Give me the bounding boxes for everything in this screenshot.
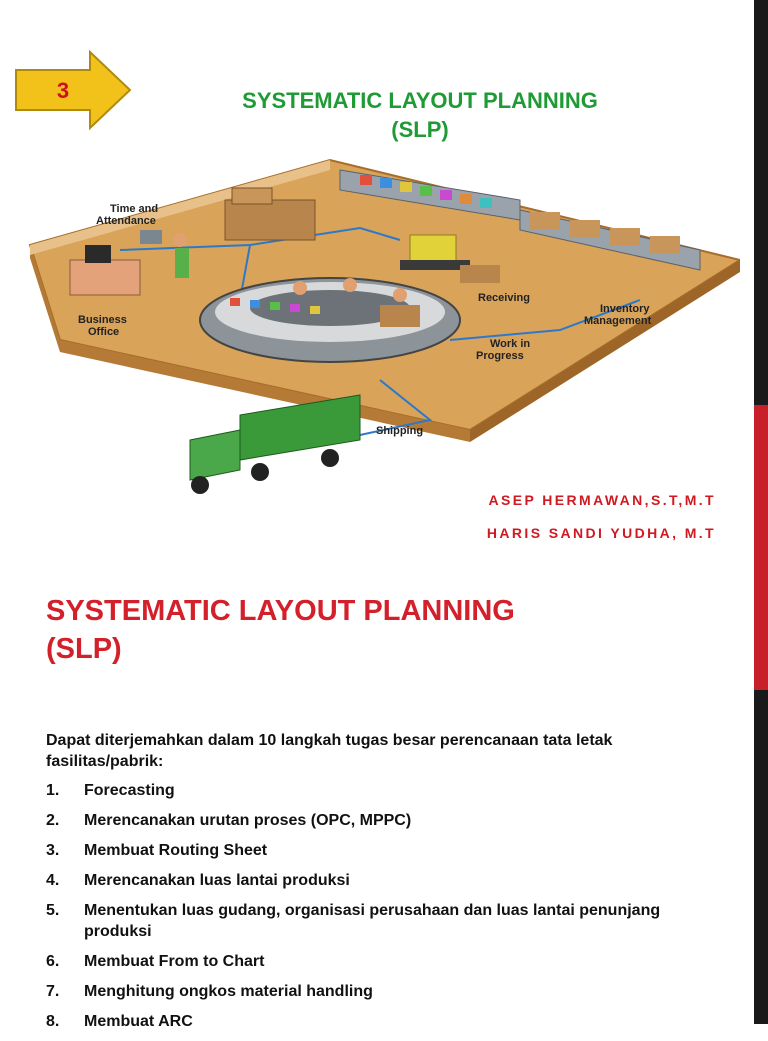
intro-text: Dapat diterjemahkan dalam 10 langkah tugas besar perencanaan tata letak fasilitas/pabrik: <box>46 732 613 770</box>
list-item <box>46 840 666 861</box>
list-item <box>46 900 666 942</box>
slide-number: 3 <box>56 78 70 103</box>
step-number: 6. <box>46 953 60 970</box>
step-number: 7. <box>46 983 60 1000</box>
step-text: Membuat Routing Sheet <box>84 842 268 859</box>
list-item <box>46 810 666 831</box>
label-inventory: Inventory <box>600 303 650 315</box>
title-line-1: SYSTEMATIC LAYOUT PLANNING <box>242 88 598 113</box>
label-time-attendance: Time and <box>110 203 159 215</box>
label-inventory-2: Management <box>584 315 652 327</box>
step-number: 1. <box>46 782 60 799</box>
steps-list <box>46 780 666 1041</box>
step-text: Menghitung ongkos material handling <box>84 983 373 1000</box>
step-text: Membuat From to Chart <box>84 953 265 970</box>
label-shipping: Shipping <box>376 425 424 437</box>
author-2: HARIS SANDI YUDHA, M.T <box>486 525 716 541</box>
step-text: Membuat ARC <box>84 1013 193 1030</box>
label-wip-2: Progress <box>476 350 524 362</box>
label-receiving: Receiving <box>478 292 530 304</box>
label-wip: Work in <box>490 338 531 350</box>
step-text: Merencanakan urutan proses (OPC, MPPC) <box>84 812 412 829</box>
slide-2-title <box>46 592 706 668</box>
step-text: Menentukan luas gudang, organisasi perusahaan dan luas lantai penunjang produksi <box>84 902 661 940</box>
label-business-office: Business <box>78 314 127 326</box>
step-number: 4. <box>46 872 60 889</box>
page-title <box>170 86 670 144</box>
slide-2-title-line-2: (SLP) <box>46 633 122 665</box>
title-line-2: (SLP) <box>391 117 449 142</box>
list-item <box>46 951 666 972</box>
list-item <box>46 780 666 801</box>
step-text: Forecasting <box>84 782 175 799</box>
label-time-attendance-2: Attendance <box>96 215 156 227</box>
list-item <box>46 981 666 1002</box>
list-item <box>46 870 666 891</box>
step-number: 2. <box>46 812 60 829</box>
label-business-office-2: Office <box>88 326 120 338</box>
list-item <box>46 1011 666 1032</box>
step-text: Merencanakan luas lantai produksi <box>84 872 350 889</box>
slide-2-title-line-1: SYSTEMATIC LAYOUT PLANNING <box>46 595 515 627</box>
side-bar-accent <box>754 405 768 690</box>
factory-layout-illustration <box>0 140 740 520</box>
step-number: 8. <box>46 1013 60 1030</box>
author-1: ASEP HERMAWAN,S.T,M.T <box>488 492 716 508</box>
step-number: 3. <box>46 842 60 859</box>
step-number: 5. <box>46 902 60 919</box>
